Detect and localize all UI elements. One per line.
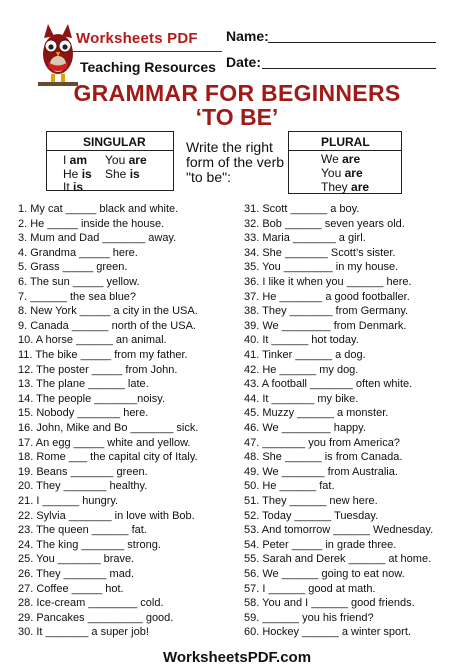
exercise-item: 28. Ice-cream ________ cold.: [18, 597, 164, 610]
title-line2: ‘TO BE’: [195, 104, 279, 130]
owl-mascot-icon: [36, 22, 80, 88]
exercise-item: 50. He ______ fat.: [244, 480, 335, 493]
brand-divider: [72, 51, 222, 52]
exercise-item: 10. A horse ______ an animal.: [18, 334, 167, 347]
exercise-item: 40. It ______ hot today.: [244, 334, 359, 347]
name-label: Name:: [226, 28, 269, 44]
exercise-item: 2. He _____ inside the house.: [18, 217, 165, 230]
exercise-item: 26. They _______ mad.: [18, 568, 134, 580]
exercise-item: 6. The sun _____ yellow.: [18, 276, 140, 288]
date-field-line[interactable]: [262, 68, 436, 69]
plural-cell: You are: [321, 166, 363, 180]
exercise-item: 13. The plane ______ late.: [18, 378, 149, 391]
exercise-item: 19. Beans _______ green.: [18, 465, 148, 478]
exercise-item: 17. An egg _____ white and yellow.: [18, 436, 191, 449]
exercise-item: 38. They _______ from Germany.: [244, 305, 409, 318]
instruction-text: Write the right form of the verb "to be":: [186, 139, 285, 185]
exercise-item: 48. She ______ is from Canada.: [244, 451, 403, 464]
singular-heading: SINGULAR: [83, 135, 146, 149]
exercise-item: 5. Grass _____ green.: [18, 261, 128, 274]
singular-cell: You are: [105, 153, 147, 167]
exercise-item: 36. I like it when you ______ here.: [244, 276, 412, 288]
exercise-item: 59. ______ you his friend?: [244, 611, 374, 624]
exercise-item: 30. It _______ a super job!: [18, 626, 149, 639]
plural-cell: They are: [321, 180, 370, 194]
exercise-item: 24. The king _______ strong.: [18, 538, 161, 551]
exercise-item: 16. John, Mike and Bo _______ sick.: [18, 422, 199, 434]
exercise-item: 7. ______ the sea blue?: [18, 290, 137, 303]
exercise-item: 60. Hockey ______ a winter sport.: [244, 626, 411, 639]
plural-heading: PLURAL: [321, 135, 370, 149]
exercise-item: 44. It _______ my bike.: [244, 392, 359, 405]
plural-divider: [289, 150, 401, 151]
exercise-item: 49. We _______ from Australia.: [244, 465, 398, 478]
exercise-item: 9. Canada ______ north of the USA.: [18, 319, 196, 332]
singular-cell: I am: [63, 153, 88, 167]
brand-name: Worksheets PDF: [76, 30, 198, 47]
plural-box: [288, 131, 402, 194]
exercise-item: 3. Mum and Dad _______ away.: [18, 232, 177, 245]
exercise-item: 45. Muzzy ______ a monster.: [244, 407, 389, 420]
exercise-item: 14. The people _______noisy.: [18, 392, 165, 405]
exercise-item: 31. Scott ______ a boy.: [244, 203, 360, 215]
exercise-item: 54. Peter _____ in grade three.: [244, 538, 397, 551]
exercise-item: 27. Coffee _____ hot.: [18, 582, 124, 595]
exercise-item: 55. Sarah and Derek ______ at home.: [244, 553, 432, 566]
exercise-item: 11. The bike _____ from my father.: [18, 349, 188, 361]
exercise-item: 53. And tomorrow ______ Wednesday.: [244, 524, 434, 537]
exercise-item: 42. He ______ my dog.: [244, 363, 359, 376]
exercise-item: 43. A football _______ often white.: [244, 378, 413, 391]
exercise-item: 4. Grandma _____ here.: [18, 246, 138, 259]
exercise-item: 47. _______ you from America?: [244, 436, 400, 449]
exercise-item: 41. Tinker ______ a dog.: [244, 349, 366, 361]
exercise-item: 21. I ______ hungry.: [18, 495, 119, 507]
singular-cell: She is: [105, 167, 140, 181]
exercise-item: 12. The poster _____ from John.: [18, 363, 178, 376]
exercise-item: 57. I ______ good at math.: [244, 582, 376, 595]
singular-cell: He is: [63, 167, 92, 181]
exercise-item: 25. You _______ brave.: [18, 553, 135, 566]
exercise-item: 52. Today ______ Tuesday.: [244, 509, 379, 522]
footer-website: WorksheetsPDF.com: [162, 649, 312, 666]
exercise-item: 22. Sylvia _______ in love with Bob.: [18, 509, 195, 522]
singular-divider: [47, 150, 173, 151]
exercise-item: 29. Pancakes _________ good.: [18, 611, 174, 624]
exercise-item: 18. Rome ___ the capital city of Italy.: [18, 451, 198, 464]
exercise-item: 34. She _______ Scott’s sister.: [244, 246, 396, 259]
plural-cell: We are: [321, 152, 361, 166]
exercise-item: 39. We ________ from Denmark.: [244, 319, 407, 332]
exercise-item: 32. Bob ______ seven years old.: [244, 217, 405, 230]
exercise-item: 51. They ______ new here.: [244, 495, 378, 507]
exercise-item: 15. Nobody _______ here.: [18, 407, 149, 420]
date-label: Date:: [226, 54, 262, 70]
exercise-item: 8. New York _____ a city in the USA.: [18, 305, 198, 318]
singular-cell: It is: [63, 180, 84, 194]
exercise-item: 20. They _______ healthy.: [18, 480, 148, 493]
exercise-item: 37. He _______ a good footballer.: [244, 290, 410, 303]
exercise-item: 46. We ________ happy.: [244, 422, 366, 434]
exercise-item: 23. The queen ______ fat.: [18, 524, 147, 537]
singular-box: [46, 131, 174, 194]
exercise-item: 33. Maria _______ a girl.: [244, 232, 366, 245]
exercise-item: 35. You ________ in my house.: [244, 261, 399, 274]
exercise-item: 56. We ______ going to eat now.: [244, 568, 405, 580]
name-field-line[interactable]: [268, 42, 436, 43]
exercise-item: 58. You and I ______ good friends.: [244, 597, 415, 610]
title-line1: GRAMMAR FOR BEGINNERS: [73, 80, 401, 106]
brand-subtitle: Teaching Resources: [80, 59, 216, 75]
exercise-item: 1. My cat _____ black and white.: [18, 203, 179, 215]
